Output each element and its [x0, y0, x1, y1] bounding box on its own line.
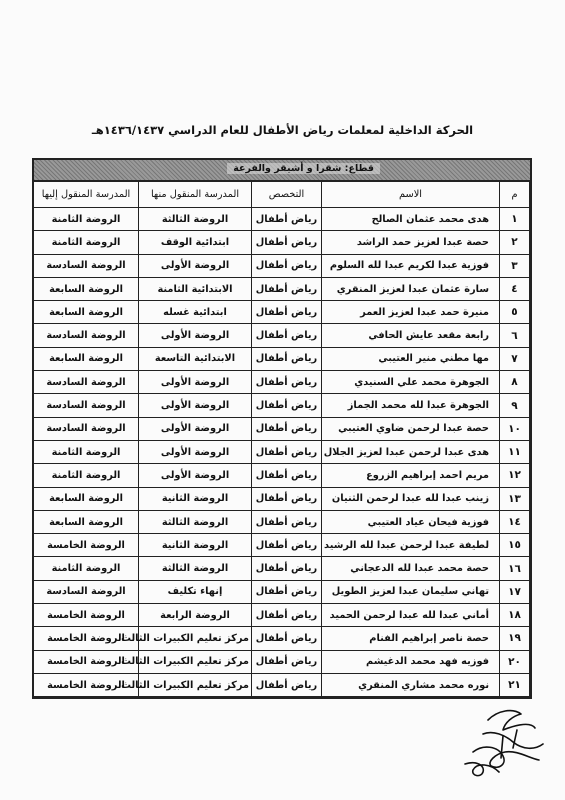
from-school-cell: الروضة الثانية	[139, 487, 252, 510]
teacher-name: فوزية فيحان عياد العتيبي	[322, 510, 500, 533]
to-school-cell: الروضة الثامنة	[34, 208, 139, 231]
from-school-cell: الروضة الثانية	[139, 534, 252, 557]
table-row	[34, 580, 530, 603]
teacher-name: هدى محمد عثمان الصالح	[322, 208, 500, 231]
table-row	[34, 394, 530, 417]
from-school-cell: الابتدائية الثامنة	[139, 277, 252, 300]
table-row	[34, 650, 530, 673]
teacher-name: فوزية عبدا لكريم عبدا لله السلوم	[322, 254, 500, 277]
row-number: ٤	[500, 277, 530, 300]
teacher-name: أماني عبدا لله عبدا لرحمن الحميد	[322, 604, 500, 627]
row-number: ١	[500, 208, 530, 231]
document-title: الحركة الداخلية لمعلمات رياض الأطفال للعام الدراسي ١٤٣٦/١٤٣٧هـ	[91, 123, 474, 137]
teacher-name: حصة ناصر إبراهيم الفنام	[322, 627, 500, 650]
row-number: ١٤	[500, 510, 530, 533]
table-row	[34, 231, 530, 254]
specialty-cell: رياض أطفال	[252, 627, 322, 650]
to-school-cell: الروضة السابعة	[34, 301, 139, 324]
teacher-name: الجوهرة عبدا لله محمد الجماز	[322, 394, 500, 417]
from-school-cell: الروضة الثالثة	[139, 208, 252, 231]
row-number: ٣	[500, 254, 530, 277]
row-number: ٨	[500, 371, 530, 394]
header-specialty: التخصص	[252, 182, 322, 208]
teacher-name: مها مطني منير العتيبي	[322, 347, 500, 370]
to-school-cell: الروضة السادسة	[34, 254, 139, 277]
from-school-cell: الابتدائية التاسعة	[139, 347, 252, 370]
table-row	[34, 324, 530, 347]
header-name: الاسم	[322, 182, 500, 208]
to-school-cell: الروضة الخامسة	[34, 650, 139, 673]
from-school-cell: الروضة الأولى	[139, 371, 252, 394]
teacher-name: لطيفة عبدا لرحمن عبدا لله الرشيد	[322, 534, 500, 557]
handwritten-signature	[443, 700, 553, 785]
table-row	[34, 254, 530, 277]
specialty-cell: رياض أطفال	[252, 347, 322, 370]
table-row	[34, 627, 530, 650]
teacher-name: حصة عبدا لرحمن ضاوي العتيبي	[322, 417, 500, 440]
specialty-cell: رياض أطفال	[252, 394, 322, 417]
header-from-school: المدرسة المنقول منها	[139, 182, 252, 208]
teacher-name: رابعة مقعد عايش الحافي	[322, 324, 500, 347]
teacher-name: حصة محمد عبدا لله الدعجاني	[322, 557, 500, 580]
from-school-cell: الروضة الثالثة	[139, 510, 252, 533]
transfer-table-frame	[32, 158, 532, 699]
row-number: ١٨	[500, 604, 530, 627]
table-row	[34, 301, 530, 324]
to-school-cell: الروضة السابعة	[34, 487, 139, 510]
from-school-cell: الروضة الأولى	[139, 464, 252, 487]
to-school-cell: الروضة الخامسة	[34, 673, 139, 696]
teacher-name: نوره محمد مشاري المنقري	[322, 673, 500, 696]
to-school-cell: الروضة السادسة	[34, 417, 139, 440]
row-number: ٦	[500, 324, 530, 347]
row-number: ٧	[500, 347, 530, 370]
row-number: ١٩	[500, 627, 530, 650]
from-school-cell: ابتدائية الوقف	[139, 231, 252, 254]
to-school-cell: الروضة الثامنة	[34, 440, 139, 463]
row-number: ٢١	[500, 673, 530, 696]
to-school-cell: الروضة السابعة	[34, 277, 139, 300]
row-number: ١١	[500, 440, 530, 463]
from-school-cell: الروضة الأولى	[139, 417, 252, 440]
table-row	[34, 510, 530, 533]
from-school-cell: ابتدائية غسله	[139, 301, 252, 324]
to-school-cell: الروضة الخامسة	[34, 604, 139, 627]
table-row	[34, 347, 530, 370]
specialty-cell: رياض أطفال	[252, 231, 322, 254]
teacher-name: فوزيه فهد محمد الدغيشم	[322, 650, 500, 673]
from-school-cell: الروضة الأولى	[139, 324, 252, 347]
to-school-cell: الروضة الثامنة	[34, 464, 139, 487]
from-school-cell: الروضة الأولى	[139, 254, 252, 277]
to-school-cell: الروضة السادسة	[34, 371, 139, 394]
specialty-cell: رياض أطفال	[252, 254, 322, 277]
specialty-cell: رياض أطفال	[252, 673, 322, 696]
from-school-cell: إنهاء تكليف	[139, 580, 252, 603]
teacher-name: سارة عثمان عبدا لعزيز المنقري	[322, 277, 500, 300]
to-school-cell: الروضة الخامسة	[34, 534, 139, 557]
from-school-cell: الروضة الأولى	[139, 440, 252, 463]
sector-band	[34, 160, 530, 181]
header-to-school: المدرسة المنقول إليها	[34, 182, 139, 208]
specialty-cell: رياض أطفال	[252, 324, 322, 347]
to-school-cell: الروضة السادسة	[34, 394, 139, 417]
from-school-cell: مركز تعليم الكبيرات الثالث	[139, 650, 252, 673]
to-school-cell: الروضة السادسة	[34, 580, 139, 603]
specialty-cell: رياض أطفال	[252, 650, 322, 673]
table-row	[34, 487, 530, 510]
teacher-name: الجوهرة محمد علي السنيدي	[322, 371, 500, 394]
teacher-name: منيرة حمد عبدا لعزيز العمر	[322, 301, 500, 324]
specialty-cell: رياض أطفال	[252, 301, 322, 324]
from-school-cell: الروضة الرابعة	[139, 604, 252, 627]
specialty-cell: رياض أطفال	[252, 277, 322, 300]
table-row	[34, 440, 530, 463]
row-number: ٢٠	[500, 650, 530, 673]
table-row	[34, 673, 530, 696]
row-number: ١٢	[500, 464, 530, 487]
table-row	[34, 557, 530, 580]
table-row	[34, 277, 530, 300]
to-school-cell: الروضة الثامنة	[34, 231, 139, 254]
table-row	[34, 534, 530, 557]
from-school-cell: الروضة الأولى	[139, 394, 252, 417]
specialty-cell: رياض أطفال	[252, 487, 322, 510]
specialty-cell: رياض أطفال	[252, 604, 322, 627]
specialty-cell: رياض أطفال	[252, 464, 322, 487]
specialty-cell: رياض أطفال	[252, 440, 322, 463]
teacher-name: حصة عبدا لعزيز حمد الراشد	[322, 231, 500, 254]
row-number: ١٦	[500, 557, 530, 580]
teacher-name: تهاني سليمان عبدا لعزيز الطويل	[322, 580, 500, 603]
teacher-name: هدى عبدا لرحمن عبدا لعزيز الجلال	[322, 440, 500, 463]
specialty-cell: رياض أطفال	[252, 208, 322, 231]
teacher-name: زينب عبدا لله عبدا لرحمن الثنيان	[322, 487, 500, 510]
specialty-cell: رياض أطفال	[252, 510, 322, 533]
specialty-cell: رياض أطفال	[252, 534, 322, 557]
transfer-table	[33, 181, 530, 697]
header-num: م	[500, 182, 530, 208]
table-row	[34, 371, 530, 394]
specialty-cell: رياض أطفال	[252, 557, 322, 580]
to-school-cell: الروضة السادسة	[34, 324, 139, 347]
row-number: ١٠	[500, 417, 530, 440]
header-row	[34, 182, 530, 208]
table-row	[34, 464, 530, 487]
sector-label: قطاع: شقرا و أشيقر والفرعة	[227, 163, 380, 174]
table-row	[34, 417, 530, 440]
to-school-cell: الروضة الثامنة	[34, 557, 139, 580]
row-number: ١٧	[500, 580, 530, 603]
from-school-cell: مركز تعليم الكبيرات الثالث	[139, 627, 252, 650]
row-number: ٢	[500, 231, 530, 254]
table-row	[34, 208, 530, 231]
table-row	[34, 604, 530, 627]
row-number: ١٥	[500, 534, 530, 557]
to-school-cell: الروضة السابعة	[34, 347, 139, 370]
specialty-cell: رياض أطفال	[252, 417, 322, 440]
specialty-cell: رياض أطفال	[252, 371, 322, 394]
to-school-cell: الروضة السابعة	[34, 510, 139, 533]
from-school-cell: الروضة الثالثة	[139, 557, 252, 580]
from-school-cell: مركز تعليم الكبيرات الثالث	[139, 673, 252, 696]
specialty-cell: رياض أطفال	[252, 580, 322, 603]
row-number: ٥	[500, 301, 530, 324]
to-school-cell: الروضة الخامسة	[34, 627, 139, 650]
row-number: ١٣	[500, 487, 530, 510]
row-number: ٩	[500, 394, 530, 417]
teacher-name: مريم احمد إبراهيم الزروع	[322, 464, 500, 487]
